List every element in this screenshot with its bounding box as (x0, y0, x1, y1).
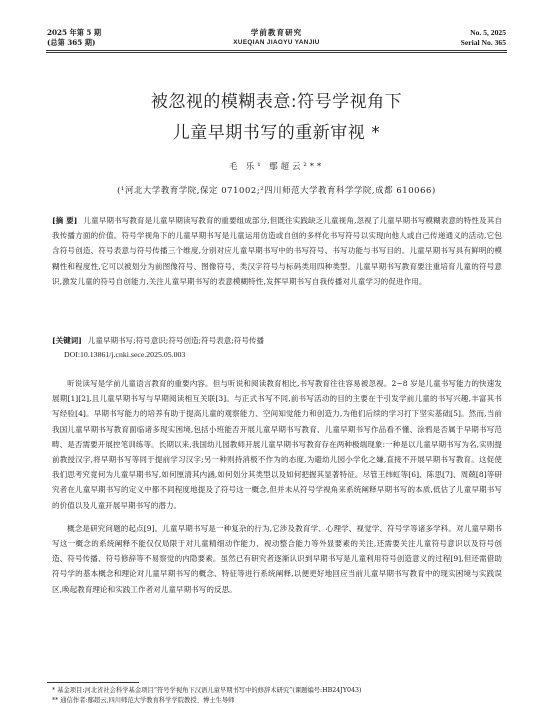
footnote-fund: * 基金项目:河北省社会科学基金项目“符号学视角下汉语儿童早期书写中的修辞术研究”(课题编号:HB24JY043) (52, 687, 362, 694)
issue-number: 2025 年第 5 期 (47, 28, 102, 37)
keywords-text: 儿童早期书写;符号意识;符号创造;符号表意;符号传播 (87, 336, 264, 345)
article-title-line1: 被忽视的模糊表意:符号学视角下 (150, 92, 403, 112)
keywords-block (52, 334, 502, 348)
keywords-label: [关键词] (52, 336, 82, 345)
author-affiliations: (¹河北大学教育学院,保定 071002;²四川师范大学教育科学学院,成都 610066) (117, 185, 436, 195)
issue-info-en (461, 28, 506, 47)
abstract-label: [摘 要] (52, 216, 78, 225)
issue-total: (总第 365 期) (47, 37, 96, 47)
doi-line: DOI:10.13861/j.cnki.sece.2025.05.003 (64, 350, 186, 359)
serial-number-en: Serial No. 365 (460, 37, 506, 47)
footnote-rule (47, 682, 139, 683)
abstract-text: 儿童早期书写教育是儿童早期读写教育的重要组成部分,但既往实践缺乏儿童视角,忽视了儿童早期书写模糊表意的特性及其自我传播方面的价值。符号学视角下的儿童早期书写是儿童运用仿造或自创的多样化书写符号以实现向他人或自己传递通义的活动,它包含符号创造、符号表意与符号传播三个维度,分别对应儿童早期书写中的书写符号、书写功能与书写目的。儿童早期书写具有鲜明的模糊性和程度性,它可以被划分为前图像符号、图像符号、类汉字符号与标码类用四种类型。儿童早期书写教育要注重培育儿童的符号意识,激发儿童的符号自创能力,关注儿童早期书写的表意模糊特性,发挥早期书写自我传播对儿童学习的促进作用。 (52, 216, 502, 286)
header-rule-thin (46, 52, 507, 53)
journal-title-cn: 学前教育研究 (250, 28, 303, 37)
body-paragraph-2: 概念是研究问题的起点[9]。儿童早期书写是一种复杂的行为,它涉及教育学、心理学、视觉学、符号学等诸多学科。对儿童早期书写这一概念的系统阐释不能仅仅局限于对儿童精细动作能力、视动整合能力等外显要素的关注,还需要关注儿童符号意识以及符号创造、符号传播、符号修辞等不易察觉的内隐要素。虽然已有研究者逐渐认识到早期书写是儿童利用符号创造意义的过程[9],但还需借助符号学的基本概念和理论对儿童早期书写的概念、特征等进行系统阐释,以便更好地回应当前儿童早期书写教育中的现实困境与实践误区,唤起教育理论和实践工作者对儿童早期书写的反思。 (52, 523, 502, 594)
article-authors: 毛 乐¹ 鄢超云²** (228, 161, 325, 171)
body-paragraph-1: 听说读写是学前儿童语言教育的重要内容。但与听说和阅读教育相比,书写教育往往容易被忽视。2~8 岁是儿童书写能力的快速发展期[1][2],且儿童早期书写与早期阅读相互关联[3]。与正式书写不同,前书写活动的目的主要在于引发学前儿童的书写兴趣,丰富其书写经验[4]。早期书写能力的培养有助于提高儿童的观察能力、空间知觉能力和创造力,为他们后续的学习打下坚实基础[5]。然而,当前我国儿童早期书写教育面临诸多现实困境,包括小班能否开展儿童早期书写教育、儿童早期书写作品看不懂、涂鸦是否属于早期书写范畴、是否需要开展控笔训练等。长期以来,我国幼儿园教师开展儿童早期书写教育存在两种极端现象:一种是以儿童早期书写为名,实则提前教授汉字,将早期书写等同于提前学习汉字;另一种则持消极不作为的态度,为避幼儿园小学化之嫌,直接不开展早期书写教育。这促使我们思考究竟何为儿童早期书写,如何厘清其内涵,如何划分其类型以及如何把握其显著特征。尽管王纬虹等[6]、陈思[7]、周兢[8]等研究者在儿童早期书写的定义中都不同程度地提及了符号这一概念,但并未从符号学视角来系统阐释早期书写的本质,低估了儿童早期书写的价值以及儿童开展早期书写的潜力。 (52, 379, 502, 510)
footnote-corresponding-author: ** 通信作者:鄢超云,四川师范大学教育科学学院教授、博士生导师 (52, 697, 235, 704)
abstract-block (52, 213, 502, 289)
journal-title-pinyin: XUEQIAN JIAOYU YANJIU (233, 38, 320, 46)
article-body (52, 376, 502, 597)
header-rule-thick (46, 50, 507, 51)
article-title-line2: 儿童早期书写的重新审视 * (172, 123, 381, 143)
issue-number-en: No. 5, 2025 (470, 28, 506, 37)
